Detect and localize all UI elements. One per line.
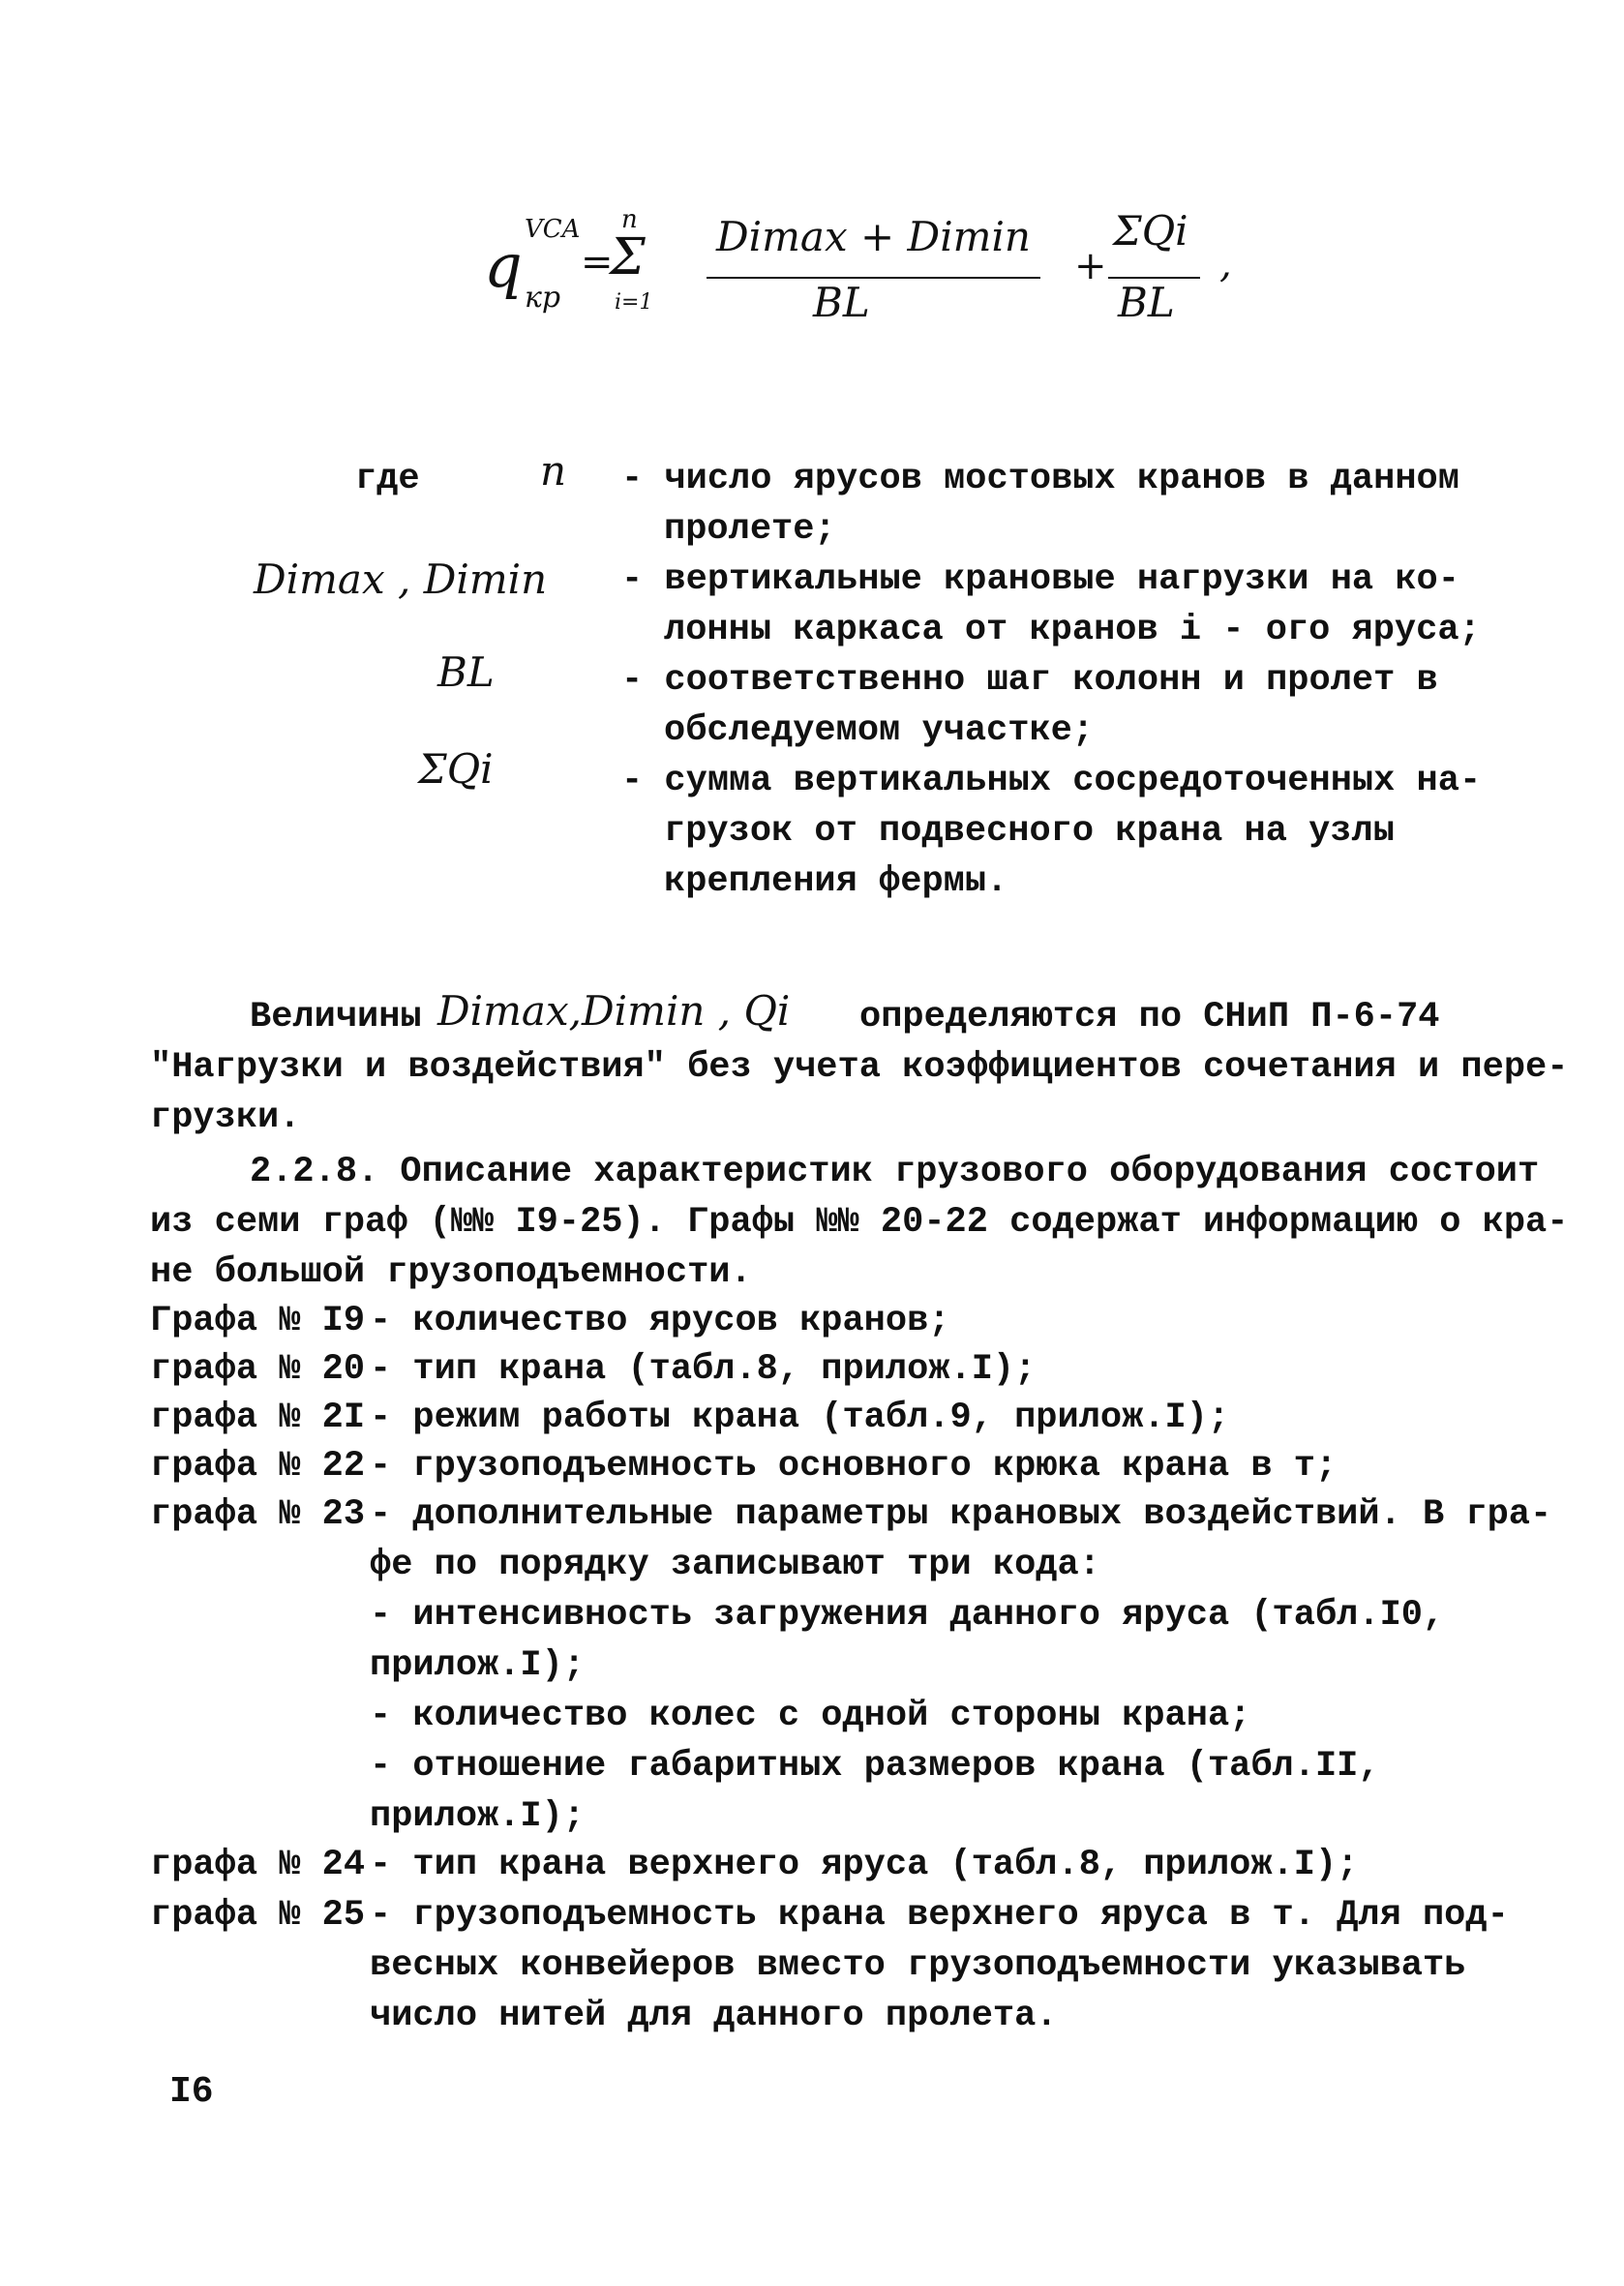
grafa-line: фе по порядку записывают три кода: [370,1545,1100,1585]
formula-numerator-2: ΣQi [1113,207,1188,255]
grafa-label: графа № 2I [150,1398,366,1438]
formula-lhs-subscript: кр [525,281,561,315]
formula-denominator-2: BL [1118,279,1175,326]
definition-line: - вертикальные крановые нагрузки на ко- [621,559,1459,600]
formula-sum-lower: i=1 [615,290,653,315]
grafa-line: - грузоподъемность основного крюка крана в т; [370,1446,1338,1487]
grafa-line: - количество колес с одной стороны крана; [370,1696,1251,1736]
definition-line: - сумма вертикальных сосредоточенных на- [621,761,1482,801]
load-formula [474,194,1307,339]
grafa-line: - количество ярусов кранов; [370,1301,950,1341]
grafa-label: графа № 20 [150,1349,366,1390]
grafa-line: число нитей для данного пролета. [370,1996,1058,2036]
formula-numerator-1: Dimax + Dimin [716,213,1031,260]
grafa-label: графа № 22 [150,1446,366,1487]
definition-symbol: Dimax , Dimin [254,556,548,603]
definition-symbol: ΣQi [418,745,494,793]
definition-symbol: n [540,447,567,495]
grafa-label: графа № 25 [150,1895,366,1936]
paragraph-line: 2.2.8. Описание характеристик грузового оборудования состоит [250,1152,1540,1192]
grafa-line: - грузоподъемность крана верхнего яруса в т. Для под- [370,1895,1509,1936]
grafa-line: - дополнительные параметры крановых воздействий. В гра- [370,1494,1552,1535]
formula-sum-sign: Σ [610,228,646,286]
definition-line: лонны каркаса от кранов i - ого яруса; [664,610,1481,650]
grafa-label: графа № 23 [150,1494,366,1535]
grafa-label: графа № 24 [150,1845,366,1885]
paragraph-line: "Нагрузки и воздействия" без учета коэффициентов сочетания и пере- [150,1047,1569,1088]
paragraph-line: грузки. [150,1098,301,1138]
paragraph-line: Величины [250,997,422,1038]
definition-line: грузок от подвесного крана на узлы [664,811,1395,852]
definition-line: - число ярусов мостовых кранов в данном [621,459,1459,499]
definition-symbol: BL [437,648,495,696]
formula-sum-upper: n [621,205,638,234]
grafa-line: весных конвейеров вместо грузоподъемности указывать [370,1945,1466,1986]
definition-line: крепления фермы. [664,861,1008,902]
paragraph-line: не большой грузоподъемности. [150,1252,752,1293]
formula-denominator-1: BL [813,279,870,326]
paragraph-symbols: Dimax,Dimin , Qi [437,987,791,1035]
grafa-line: - отношение габаритных размеров крана (табл.II, [370,1746,1380,1787]
grafa-label: Графа № I9 [150,1301,366,1341]
paragraph-line: из семи граф (№№ I9-25). Графы №№ 20-22 содержат информацию о кра- [150,1202,1569,1243]
grafa-line: - интенсивность загружения данного яруса (табл.I0, [370,1595,1445,1636]
formula-lhs: q [484,230,523,301]
formula-comma: , [1219,242,1232,286]
paragraph-line: определяются по СНиП П-6-74 [859,997,1440,1038]
page-number: I6 [169,2071,214,2113]
grafa-line: - тип крана (табл.8, прилож.I); [370,1349,1037,1390]
definition-line: обследуемом участке; [664,710,1095,751]
formula-equals: = [581,240,614,285]
fraction-line-1 [707,277,1040,279]
grafa-line: - тип крана верхнего яруса (табл.8, прилож.I); [370,1845,1359,1885]
grafa-line: прилож.I); [370,1645,586,1686]
grafa-line: прилож.I); [370,1796,586,1837]
definition-line: пролете; [664,509,836,550]
formula-plus: + [1074,244,1107,288]
definition-line: - соответственно шаг колонн и пролет в [621,660,1438,701]
where-label: где [355,459,420,499]
grafa-line: - режим работы крана (табл.9, прилож.I); [370,1398,1230,1438]
formula-lhs-superscript: VCA [525,215,581,244]
